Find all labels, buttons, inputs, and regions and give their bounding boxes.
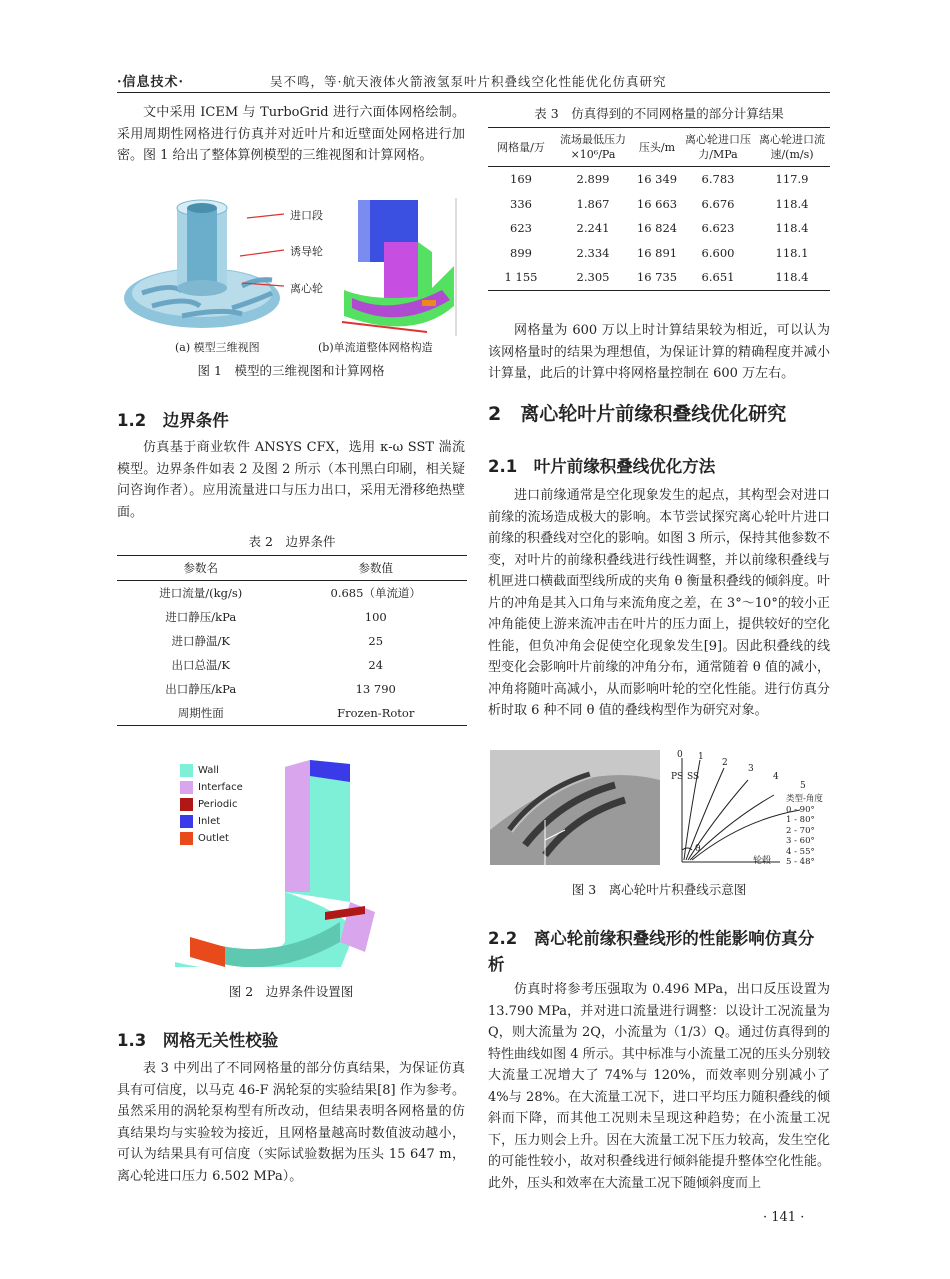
table-cell: 2.241	[576, 221, 610, 236]
table-header-row	[488, 128, 830, 167]
fig3-legend-title: 类型-角度	[786, 794, 823, 804]
fig3-num-1: 1	[698, 752, 704, 762]
figure-1	[122, 198, 462, 336]
table-cell: 6.783	[701, 172, 735, 187]
table-row	[117, 629, 467, 653]
table-cell: 1.867	[576, 196, 610, 211]
table-row	[488, 241, 830, 266]
table-row	[488, 167, 830, 192]
table-header-cell: 离心轮进口流速/(m/s)	[759, 133, 825, 161]
table-cell: 6.651	[701, 270, 735, 285]
table-cell: 117.9	[775, 172, 809, 187]
table-header-cell: 压头/m	[638, 140, 676, 154]
table-2	[117, 555, 467, 726]
table-cell: 25	[368, 634, 384, 648]
section-2-1-paragraph: 进口前缘通常是空化现象发生的起点，其构型会对进口前缘的流场造成极大的影响。本节尝试探究离心轮叶片进口前缘的积叠线对空化的影响。如图 3 所示，保持其他参数不变，对叶片的前缘积叠线进行线性调整，并以前缘积叠线与机匣进口横截面型线所成的夹角 θ 衡量积叠线的倾斜度。叶片的冲角是其入口角与来流角度之差，在 3°～10°的较小正冲角能使上游来流冲击在叶片的压力面上，提供较好的空化性能，但负冲角会促使空化现象发生[9]。因此积叠线的线型变化会影响叶片前缘的冲角分布，通常随着 θ 值的减小，冲角将随叶高减小，从而影响叶轮的空化性能。进行仿真分析时取 6 种不同 θ 值的叠线构型作为研究对象。	[488, 488, 830, 718]
figure-3-caption: 图 3 离心轮叶片积叠线示意图	[571, 882, 747, 897]
fig3-legend-item: 5 - 48°	[786, 857, 815, 867]
fig3-num-0: 0	[677, 750, 683, 760]
fig3-legend-item: 0 - 90°	[786, 804, 815, 815]
table-header-row	[117, 556, 467, 581]
fig3-legend-item: 3 - 60°	[786, 836, 815, 846]
journal-section: ·信息技术·	[117, 75, 185, 90]
table-row	[488, 216, 830, 241]
table-cell: Frozen-Rotor	[337, 706, 415, 720]
table-row	[488, 265, 830, 290]
intro-paragraph: 文中采用 ICEM 与 TurboGrid 进行六面体网格绘制。采用周期性网格进行仿真并对近叶片和近壁面处网格进行加密。图 1 给出了整体算例模型的三维视图和计算网格。	[117, 105, 465, 163]
table-cell: 1 155	[504, 270, 538, 285]
table-cell: 899	[510, 245, 532, 260]
fig3-num-4: 4	[773, 772, 779, 782]
figure-3	[490, 750, 830, 870]
table-cell: 118.4	[775, 270, 809, 285]
figure-1-caption: 图 1 模型的三维视图和计算网格	[197, 363, 385, 378]
table-cell: 13 790	[355, 682, 396, 696]
legend-swatch	[180, 815, 193, 828]
figure-2-caption: 图 2 边界条件设置图	[228, 984, 354, 999]
table-header-cell: 参数名	[183, 561, 218, 575]
table-cell: 6.676	[701, 196, 735, 211]
table-cell: 6.600	[701, 245, 735, 260]
table-3-caption: 表 3 仿真得到的不同网格量的部分计算结果	[534, 106, 784, 121]
table-cell: 2.334	[576, 245, 610, 260]
table-cell: 24	[368, 658, 384, 672]
grid-conclusion-paragraph: 网格量为 600 万以上时计算结果较为相近，可以认为该网格量时的结果为理想值，为保证计算的精确程度并减小计算量，此后的计算中将网格量控制在 600 万左右。	[488, 323, 830, 381]
figure-1a-subcaption: (a) 模型三维视图	[175, 341, 260, 354]
table-row	[117, 581, 467, 606]
table-row	[117, 677, 467, 701]
table-cell: 0.685（单流道）	[330, 586, 421, 600]
table-cell: 623	[510, 221, 532, 236]
table-header-cell: 流场最低压力×10⁶/Pa	[560, 133, 626, 161]
running-title: 吴不鸣，等·航天液体火箭液氢泵叶片积叠线空化性能优化仿真研究	[270, 74, 667, 89]
table-cell: 336	[510, 196, 532, 211]
table-cell: 118.1	[775, 245, 809, 260]
fig3-num-5: 5	[800, 781, 806, 791]
figure-3-drawing	[490, 750, 830, 870]
header-rule	[117, 92, 830, 93]
table-header-cell: 离心轮进口压力/MPa	[685, 133, 751, 161]
section-2-2-heading: 2.2 离心轮前缘积叠线形的性能影响仿真分析	[488, 929, 815, 974]
table-cell: 周期性面	[177, 706, 224, 720]
table-cell: 169	[510, 172, 532, 187]
table-cell: 出口总温/K	[171, 658, 230, 672]
table-2-caption: 表 2 边界条件	[248, 534, 336, 549]
legend-swatch	[180, 798, 193, 811]
section-1-2-paragraph: 仿真基于商业软件 ANSYS CFX，选用 κ-ω SST 湍流模型。边界条件如表 2 及图 2 所示（本刊黑白印刷，相关疑问咨询作者）。应用流量进口与压力出口，采用无滑移绝热壁面。	[117, 440, 465, 520]
legend-item-outlet: Outlet	[180, 830, 243, 847]
table-header-cell: 网格量/万	[497, 140, 545, 154]
table-cell: 16 663	[636, 196, 678, 211]
section-2-2-paragraph: 仿真时将参考压强取为 0.496 MPa，出口反压设置为 13.790 MPa，并对进口流量进行调整：以设计工况流量为 Q，则大流量为 2Q，小流量为（1/3）Q。通过仿真得到的特性曲线如图 4 所示。其中标准与小流量工况的压头分别较大流量工况增大了 74%与 120%，而效率则分别减小了 4%与 28%。在大流量工况下，进口平均压力随积叠线的倾斜而下降，而其他工况则未呈现这种趋势；在小流量工况下，压力则会上升。因在大流量工况下压力较高，发生空化的可能性较小，故对积叠线进行倾斜能提升整体空化性能。此外，压头和效率在大流量工况下随倾斜度而上	[488, 982, 830, 1191]
fig3-legend-item: 1 - 80°	[786, 815, 815, 825]
fig3-legend-item: 2 - 70°	[786, 825, 815, 836]
fig3-legend	[786, 794, 823, 868]
figure-1b-subcaption: (b)单流道整体网格构造	[318, 341, 433, 354]
page-number: · 141 ·	[763, 1210, 805, 1225]
fig3-ss-label: SS	[687, 772, 700, 782]
section-1-2-heading: 1.2 边界条件	[117, 411, 229, 430]
table-header-cell: 参数值	[358, 561, 393, 575]
legend-item-inlet: Inlet	[180, 813, 243, 830]
fig3-ps-label: PS	[671, 772, 684, 782]
table-row	[117, 653, 467, 677]
table-row	[117, 605, 467, 629]
legend-swatch	[180, 781, 193, 794]
table-cell: 进口流量/(kg/s)	[159, 586, 243, 600]
table-cell: 16 891	[636, 245, 678, 260]
fig3-legend-item: 4 - 55°	[786, 846, 815, 857]
section-2-1-heading: 2.1 叶片前缘积叠线优化方法	[488, 457, 716, 476]
label-inlet-section: 进口段	[290, 209, 323, 222]
table-cell: 出口静压/kPa	[165, 682, 237, 696]
table-cell: 100	[364, 610, 387, 624]
legend-item-periodic: Periodic	[180, 796, 243, 813]
fig3-num-3: 3	[748, 764, 754, 774]
table-cell: 进口静温/K	[171, 634, 230, 648]
section-1-3-paragraph: 表 3 中列出了不同网格量的部分仿真结果，为保证仿真具有可信度，以马克 46-F 涡轮泵的实验结果[8] 作为参考。虽然采用的涡轮泵构型有所改动，但结果表明各网格量的仿真结果均与实验较为接近，且网格量越高时数值波动越小，可认为结果具有可信度（实际试验数据为压头 15 647 m，离心轮进口压力 6.502 MPa）。	[117, 1061, 465, 1184]
table-3	[488, 127, 830, 291]
fig3-hub-label: 轮毂	[753, 856, 772, 866]
table-cell: 16 824	[636, 221, 678, 236]
table-cell: 6.623	[701, 221, 735, 236]
legend-item-interface: Interface	[180, 779, 243, 796]
label-inducer: 诱导轮	[290, 245, 323, 258]
table-cell: 进口静压/kPa	[165, 610, 237, 624]
table-cell: 2.899	[576, 172, 610, 187]
legend-swatch	[180, 764, 193, 777]
label-impeller: 离心轮	[290, 282, 323, 295]
table-row	[117, 701, 467, 726]
table-cell: 16 735	[636, 270, 678, 285]
figure-2	[175, 752, 420, 967]
legend-swatch	[180, 832, 193, 845]
table-cell: 118.4	[775, 196, 809, 211]
table-row	[488, 192, 830, 217]
table-cell: 2.305	[576, 270, 610, 285]
figure-2-legend	[180, 762, 243, 847]
fig3-theta-label: θ	[695, 844, 701, 854]
legend-item-wall: Wall	[180, 762, 243, 779]
table-cell: 16 349	[636, 172, 678, 187]
table-cell: 118.4	[775, 221, 809, 236]
fig3-num-2: 2	[722, 758, 728, 768]
section-2-heading: 2 离心轮叶片前缘积叠线优化研究	[488, 403, 787, 425]
section-1-3-heading: 1.3 网格无关性校验	[117, 1031, 279, 1050]
